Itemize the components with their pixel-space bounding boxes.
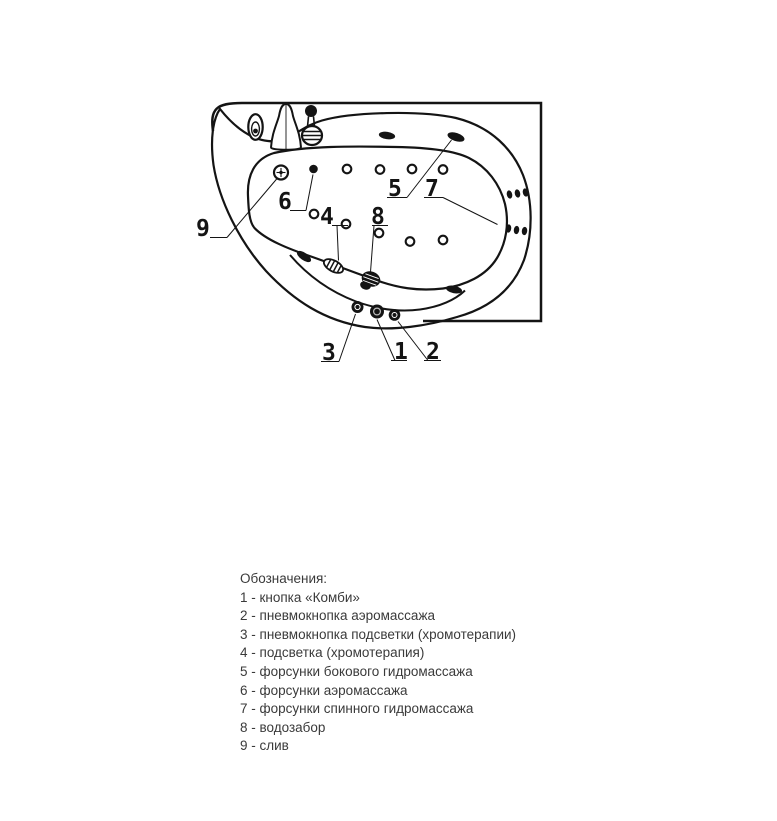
callout-1-number: 1: [394, 339, 408, 365]
light-button: [352, 301, 364, 313]
callout-7: [424, 176, 498, 225]
legend-item: 4 - подсветка (хромотерапия): [240, 645, 425, 661]
callout-2-number: 2: [426, 339, 440, 365]
callout-5-number: 5: [388, 176, 402, 202]
callout-7-number: 7: [425, 176, 439, 202]
callout-4-number: 4: [320, 204, 334, 230]
legend-item: 2 - пневмокнопка аэромассажа: [240, 608, 435, 624]
water-intake: [358, 269, 383, 294]
overflow-fixture: [248, 114, 262, 140]
legend-title: Обозначения:: [240, 571, 328, 586]
legend-item: 5 - форсунки бокового гидромассажа: [240, 663, 473, 679]
drain-symbol: [274, 166, 288, 180]
callout-8-number: 8: [371, 204, 385, 230]
faucet-spout: [271, 104, 301, 150]
mixer-tap: [302, 105, 322, 145]
legend-item: 7 - форсунки спинного гидромассажа: [240, 701, 474, 717]
legend-item: 6 - форсунки аэромассажа: [240, 682, 408, 698]
callout-6: [278, 175, 313, 216]
callout-9: [196, 178, 278, 242]
callout-6-number: 6: [278, 189, 292, 215]
legend: [240, 570, 516, 756]
aero-button: [389, 309, 401, 321]
callout-3-number: 3: [322, 340, 336, 366]
legend-item: 1 - кнопка «Комби»: [240, 589, 360, 605]
legend-item: 8 - водозабор: [240, 719, 326, 735]
spinal-hydro-jets: [505, 188, 529, 236]
chromotherapy-light: [322, 256, 346, 275]
legend-item: 3 - пневмокнопка подсветки (хромотерапии): [240, 626, 517, 642]
combi-button: [370, 305, 384, 319]
callout-1: [377, 320, 408, 366]
callout-3: [321, 314, 356, 366]
callout-4: [320, 204, 348, 261]
callout-9-number: 9: [196, 216, 210, 242]
aeromassage-jet-filled: [309, 165, 318, 174]
legend-item: 9 - слив: [240, 738, 289, 754]
